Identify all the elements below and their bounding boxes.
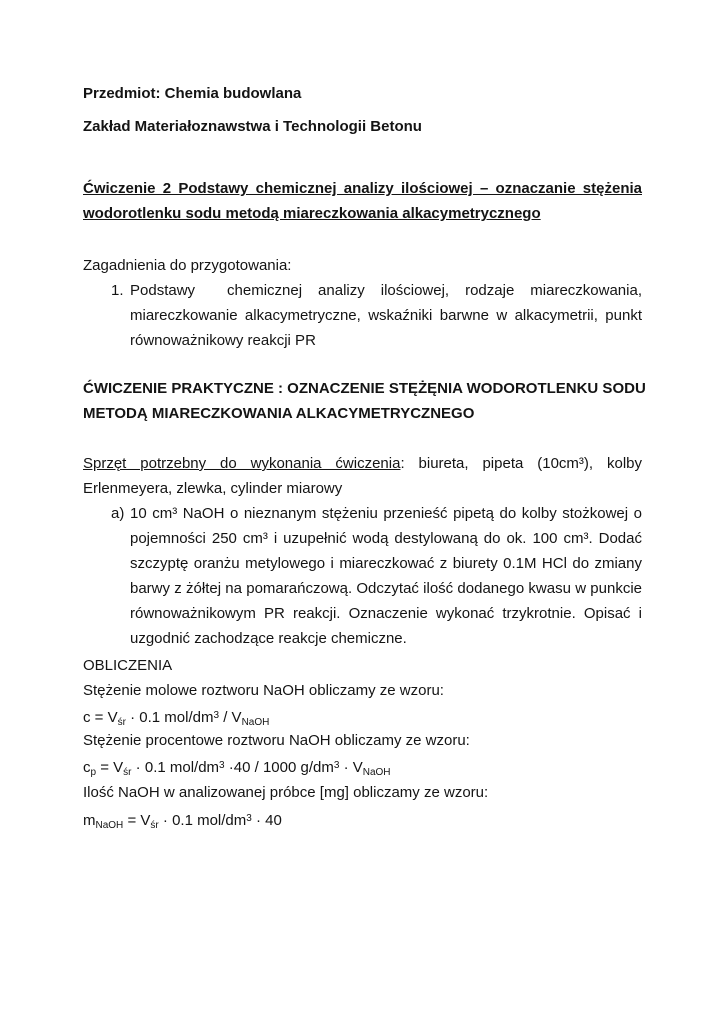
list-number-1: 1.: [111, 282, 124, 299]
exercise-title-line-2: wodorotlenku sodu metodą miareczkowania alkacymetrycznego: [83, 205, 541, 222]
preparation-item-1-line-1: Podstawy chemicznej analizy ilościowej, rodzaje miareczkowania,: [130, 282, 642, 299]
equipment-underlined-phrase: Sprzęt potrzebny do wykonania ćwiczenia: [83, 455, 401, 472]
practical-heading-line-2: METODĄ MIARECZKOWANIA ALKACYMETRYCZNEGO: [83, 405, 475, 422]
preparation-item-1-line-3: równoważnikowy reakcji PR: [130, 332, 316, 349]
preparation-heading: Zagadnienia do przygotowania:: [83, 257, 292, 274]
list-letter-a: a): [111, 505, 125, 522]
naoh-mass-formula: $m_{NaOH} = V_{śr} \cdot 0.1$ mol/$dm^3 \cdot 40$: [83, 812, 282, 831]
procedure-line-4: barwy z żółtej na pomarańczową. Odczytać ilość dodanego kwasu w punkcie: [130, 580, 642, 597]
molar-concentration-label: Stężenie molowe roztworu NaOH obliczamy ze wzoru:: [83, 682, 444, 699]
equipment-line-1-rest: : biureta, pipeta (10cm³), kolby: [400, 455, 643, 472]
exercise-title-line-1: Ćwiczenie 2 Podstawy chemicznej analizy ilościowej – oznaczanie stężenia: [83, 180, 642, 197]
procedure-line-2: pojemności 250 cm³ i uzupełnić wodą destylowaną do ok. 100 cm³. Dodać: [130, 530, 642, 547]
calculations-heading: OBLICZENIA: [83, 657, 173, 674]
preparation-item-1-line-2: miareczkowanie alkacymetryczne, wskaźniki barwne w alkacymetrii, punkt: [130, 307, 642, 324]
document-page: [83, 0, 646, 1024]
equipment-line-2: Erlenmeyera, zlewka, cylinder miarowy: [83, 480, 343, 497]
procedure-line-3: szczyptę oranżu metylowego i miareczkować z biurety 0.1M HCl do zmiany: [130, 555, 642, 572]
procedure-line-1: 10 cm³ NaOH o nieznanym stężeniu przenieść pipetą do kolby stożkowej o: [130, 505, 642, 522]
molar-concentration-formula: $c = V_{śr} \cdot 0.1$ mol/$dm^3 / V_{NaOH}$: [83, 709, 270, 728]
procedure-line-6: uzgodnić zachodzące reakcje chemiczne.: [130, 630, 407, 647]
naoh-mass-label: Ilość NaOH w analizowanej próbce [mg] obliczamy ze wzoru:: [83, 784, 489, 801]
percent-concentration-label: Stężenie procentowe roztworu NaOH obliczamy ze wzoru:: [83, 732, 470, 749]
equipment-line-1: [83, 451, 642, 476]
subject-line: Przedmiot: Chemia budowlana: [83, 85, 302, 102]
practical-heading-line-1: ĆWICZENIE PRAKTYCZNE : OZNACZENIE STĘŻĘNIA WODOROTLENKU SODU: [83, 380, 646, 397]
procedure-line-5: równoważnikowym PR reakcji. Oznaczenie wykonać trzykrotnie. Opisać i: [130, 605, 642, 622]
percent-concentration-formula: $c_p = V_{śr} \cdot 0.1$ mol/$dm^3 \cdot 40 / 1000$ $g/dm^3 \cdot V_{NaOH}$: [83, 759, 391, 778]
department-line: Zakład Materiałoznawstwa i Technologii Betonu: [83, 118, 422, 135]
